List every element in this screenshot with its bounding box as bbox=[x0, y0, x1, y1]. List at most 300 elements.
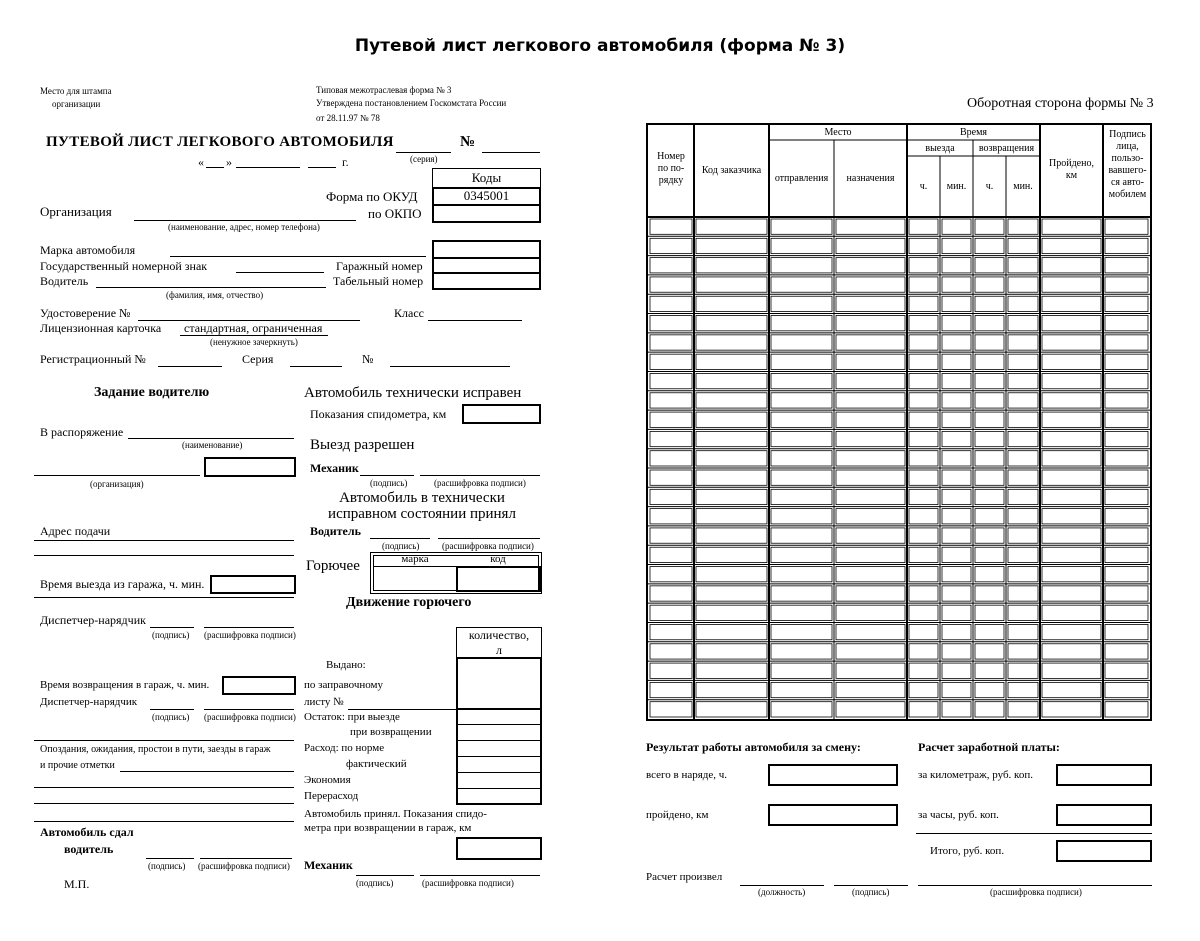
table-cell[interactable] bbox=[771, 586, 832, 601]
calc-position-line[interactable] bbox=[740, 885, 824, 886]
dispatcher-sign-line[interactable] bbox=[150, 627, 194, 628]
table-cell[interactable] bbox=[1008, 431, 1038, 446]
table-cell[interactable] bbox=[975, 219, 1004, 234]
pickup-address-line-2[interactable] bbox=[34, 555, 294, 556]
table-cell[interactable] bbox=[1008, 682, 1038, 697]
exit-time-box[interactable] bbox=[210, 575, 296, 594]
table-cell[interactable] bbox=[1008, 605, 1038, 620]
table-cell[interactable] bbox=[975, 682, 1004, 697]
waybill-number-line[interactable] bbox=[482, 152, 540, 153]
table-cell[interactable] bbox=[909, 219, 938, 234]
table-cell[interactable] bbox=[1008, 277, 1038, 292]
table-cell[interactable] bbox=[650, 277, 692, 292]
table-cell[interactable] bbox=[975, 393, 1004, 408]
table-cell[interactable] bbox=[696, 373, 767, 388]
table-cell[interactable] bbox=[836, 354, 905, 369]
table-cell[interactable] bbox=[1105, 682, 1148, 697]
table-cell[interactable] bbox=[650, 470, 692, 485]
table-cell[interactable] bbox=[696, 682, 767, 697]
table-cell[interactable] bbox=[942, 702, 971, 717]
car-brand-line[interactable] bbox=[170, 256, 426, 257]
table-cell[interactable] bbox=[771, 335, 832, 350]
table-cell[interactable] bbox=[1008, 412, 1038, 427]
table-cell[interactable] bbox=[836, 663, 905, 678]
table-cell[interactable] bbox=[771, 489, 832, 504]
table-cell[interactable] bbox=[650, 702, 692, 717]
table-cell[interactable] bbox=[1105, 238, 1148, 253]
table-cell[interactable] bbox=[942, 335, 971, 350]
registration-line[interactable] bbox=[158, 366, 222, 367]
table-cell[interactable] bbox=[909, 528, 938, 543]
table-cell[interactable] bbox=[836, 624, 905, 639]
table-cell[interactable] bbox=[1008, 509, 1038, 524]
table-cell[interactable] bbox=[942, 412, 971, 427]
table-cell[interactable] bbox=[650, 412, 692, 427]
table-cell[interactable] bbox=[696, 663, 767, 678]
table-cell[interactable] bbox=[1042, 528, 1101, 543]
table-cell[interactable] bbox=[909, 644, 938, 659]
table-cell[interactable] bbox=[696, 547, 767, 562]
table-cell[interactable] bbox=[1105, 470, 1148, 485]
table-cell[interactable] bbox=[909, 509, 938, 524]
table-cell[interactable] bbox=[1105, 373, 1148, 388]
organization-code-box[interactable] bbox=[204, 457, 296, 477]
date-month-line[interactable] bbox=[236, 167, 300, 168]
table-cell[interactable] bbox=[836, 586, 905, 601]
table-cell[interactable] bbox=[1042, 702, 1101, 717]
table-cell[interactable] bbox=[1105, 624, 1148, 639]
table-cell[interactable] bbox=[771, 567, 832, 582]
delays-line-3[interactable] bbox=[34, 803, 294, 804]
table-cell[interactable] bbox=[771, 644, 832, 659]
table-cell[interactable] bbox=[942, 296, 971, 311]
fuel-code-box[interactable] bbox=[456, 566, 541, 592]
delays-line-2[interactable] bbox=[34, 787, 294, 788]
table-cell[interactable] bbox=[909, 605, 938, 620]
table-cell[interactable] bbox=[696, 605, 767, 620]
table-cell[interactable] bbox=[1008, 451, 1038, 466]
table-cell[interactable] bbox=[650, 547, 692, 562]
table-cell[interactable] bbox=[942, 509, 971, 524]
table-cell[interactable] bbox=[975, 277, 1004, 292]
table-cell[interactable] bbox=[696, 586, 767, 601]
table-cell[interactable] bbox=[975, 586, 1004, 601]
table-cell[interactable] bbox=[696, 258, 767, 273]
table-cell[interactable] bbox=[1042, 624, 1101, 639]
table-cell[interactable] bbox=[771, 219, 832, 234]
table-cell[interactable] bbox=[975, 431, 1004, 446]
fuel-sheet-line[interactable] bbox=[348, 709, 456, 710]
table-cell[interactable] bbox=[1042, 335, 1101, 350]
table-cell[interactable] bbox=[1042, 509, 1101, 524]
dispatcher-return-sign-line[interactable] bbox=[150, 709, 194, 710]
table-cell[interactable] bbox=[1008, 219, 1038, 234]
table-cell[interactable] bbox=[1105, 354, 1148, 369]
table-cell[interactable] bbox=[975, 296, 1004, 311]
driver-line[interactable] bbox=[96, 287, 326, 288]
table-cell[interactable] bbox=[771, 238, 832, 253]
table-cell[interactable] bbox=[1042, 644, 1101, 659]
handed-sign-line[interactable] bbox=[146, 858, 194, 859]
table-cell[interactable] bbox=[909, 451, 938, 466]
table-cell[interactable] bbox=[909, 296, 938, 311]
table-cell[interactable] bbox=[1105, 586, 1148, 601]
table-cell[interactable] bbox=[975, 354, 1004, 369]
table-cell[interactable] bbox=[650, 335, 692, 350]
table-cell[interactable] bbox=[909, 431, 938, 446]
table-cell[interactable] bbox=[942, 567, 971, 582]
registration-number-line[interactable] bbox=[390, 366, 510, 367]
mechanic-sign-line[interactable] bbox=[360, 475, 414, 476]
table-cell[interactable] bbox=[650, 663, 692, 678]
table-cell[interactable] bbox=[1105, 316, 1148, 331]
table-cell[interactable] bbox=[771, 431, 832, 446]
table-cell[interactable] bbox=[942, 624, 971, 639]
table-cell[interactable] bbox=[1105, 702, 1148, 717]
table-cell[interactable] bbox=[650, 373, 692, 388]
table-cell[interactable] bbox=[1008, 470, 1038, 485]
table-cell[interactable] bbox=[650, 219, 692, 234]
table-cell[interactable] bbox=[1105, 219, 1148, 234]
table-cell[interactable] bbox=[942, 258, 971, 273]
table-cell[interactable] bbox=[975, 489, 1004, 504]
table-cell[interactable] bbox=[909, 547, 938, 562]
table-cell[interactable] bbox=[650, 316, 692, 331]
table-cell[interactable] bbox=[650, 489, 692, 504]
table-cell[interactable] bbox=[1042, 238, 1101, 253]
return-odometer-box[interactable] bbox=[456, 837, 542, 860]
table-cell[interactable] bbox=[1105, 547, 1148, 562]
table-cell[interactable] bbox=[836, 258, 905, 273]
table-cell[interactable] bbox=[1008, 663, 1038, 678]
disposal-line[interactable] bbox=[128, 438, 294, 439]
table-cell[interactable] bbox=[1105, 489, 1148, 504]
table-cell[interactable] bbox=[1105, 277, 1148, 292]
table-cell[interactable] bbox=[696, 296, 767, 311]
table-cell[interactable] bbox=[696, 219, 767, 234]
table-cell[interactable] bbox=[696, 509, 767, 524]
table-cell[interactable] bbox=[771, 393, 832, 408]
table-cell[interactable] bbox=[1042, 354, 1101, 369]
table-cell[interactable] bbox=[771, 663, 832, 678]
table-cell[interactable] bbox=[909, 393, 938, 408]
table-cell[interactable] bbox=[836, 219, 905, 234]
table-cell[interactable] bbox=[1105, 296, 1148, 311]
table-cell[interactable] bbox=[942, 644, 971, 659]
table-cell[interactable] bbox=[1008, 296, 1038, 311]
total-hours-box[interactable] bbox=[768, 764, 898, 786]
table-cell[interactable] bbox=[909, 470, 938, 485]
table-cell[interactable] bbox=[1042, 586, 1101, 601]
table-cell[interactable] bbox=[942, 238, 971, 253]
table-cell[interactable] bbox=[942, 663, 971, 678]
table-cell[interactable] bbox=[696, 644, 767, 659]
table-cell[interactable] bbox=[1042, 412, 1101, 427]
per-km-box[interactable] bbox=[1056, 764, 1152, 786]
table-cell[interactable] bbox=[836, 451, 905, 466]
table-cell[interactable] bbox=[650, 509, 692, 524]
table-cell[interactable] bbox=[771, 509, 832, 524]
table-cell[interactable] bbox=[942, 451, 971, 466]
table-cell[interactable] bbox=[836, 682, 905, 697]
table-cell[interactable] bbox=[1105, 412, 1148, 427]
per-hours-box[interactable] bbox=[1056, 804, 1152, 826]
table-cell[interactable] bbox=[650, 296, 692, 311]
table-cell[interactable] bbox=[650, 431, 692, 446]
table-cell[interactable] bbox=[942, 277, 971, 292]
table-cell[interactable] bbox=[771, 528, 832, 543]
table-cell[interactable] bbox=[771, 296, 832, 311]
table-cell[interactable] bbox=[650, 238, 692, 253]
table-cell[interactable] bbox=[771, 277, 832, 292]
table-cell[interactable] bbox=[975, 547, 1004, 562]
table-cell[interactable] bbox=[909, 354, 938, 369]
table-cell[interactable] bbox=[942, 431, 971, 446]
table-cell[interactable] bbox=[771, 354, 832, 369]
table-cell[interactable] bbox=[975, 316, 1004, 331]
table-cell[interactable] bbox=[1105, 258, 1148, 273]
table-cell[interactable] bbox=[1008, 373, 1038, 388]
table-cell[interactable] bbox=[975, 238, 1004, 253]
state-plate-line[interactable] bbox=[236, 272, 324, 273]
table-cell[interactable] bbox=[942, 316, 971, 331]
mechanic-return-decode-line[interactable] bbox=[420, 875, 540, 876]
mechanic-return-sign-line[interactable] bbox=[356, 875, 414, 876]
table-cell[interactable] bbox=[1042, 258, 1101, 273]
table-cell[interactable] bbox=[1105, 663, 1148, 678]
table-cell[interactable] bbox=[942, 547, 971, 562]
date-year-line[interactable] bbox=[308, 167, 336, 168]
mechanic-decode-line[interactable] bbox=[420, 475, 540, 476]
date-day-line[interactable] bbox=[206, 167, 224, 168]
table-cell[interactable] bbox=[1105, 509, 1148, 524]
table-cell[interactable] bbox=[696, 624, 767, 639]
table-cell[interactable] bbox=[909, 489, 938, 504]
table-cell[interactable] bbox=[1008, 238, 1038, 253]
table-cell[interactable] bbox=[975, 567, 1004, 582]
table-cell[interactable] bbox=[1042, 373, 1101, 388]
table-cell[interactable] bbox=[1042, 567, 1101, 582]
table-cell[interactable] bbox=[975, 663, 1004, 678]
table-cell[interactable] bbox=[1105, 431, 1148, 446]
table-cell[interactable] bbox=[696, 316, 767, 331]
table-cell[interactable] bbox=[909, 663, 938, 678]
series-line[interactable] bbox=[396, 152, 451, 153]
table-cell[interactable] bbox=[836, 412, 905, 427]
table-cell[interactable] bbox=[909, 586, 938, 601]
table-cell[interactable] bbox=[771, 316, 832, 331]
table-cell[interactable] bbox=[1105, 451, 1148, 466]
table-cell[interactable] bbox=[909, 316, 938, 331]
driver-decode-line[interactable] bbox=[438, 538, 540, 539]
table-cell[interactable] bbox=[909, 238, 938, 253]
table-cell[interactable] bbox=[942, 682, 971, 697]
table-cell[interactable] bbox=[975, 451, 1004, 466]
calc-decode-line[interactable] bbox=[918, 885, 1152, 886]
table-cell[interactable] bbox=[1008, 258, 1038, 273]
table-cell[interactable] bbox=[1042, 682, 1101, 697]
table-cell[interactable] bbox=[909, 682, 938, 697]
table-cell[interactable] bbox=[975, 509, 1004, 524]
dispatcher-return-decode-line[interactable] bbox=[204, 709, 294, 710]
table-cell[interactable] bbox=[1042, 663, 1101, 678]
table-cell[interactable] bbox=[909, 702, 938, 717]
table-cell[interactable] bbox=[836, 605, 905, 620]
organization-name-line[interactable] bbox=[34, 475, 200, 476]
table-cell[interactable] bbox=[1042, 470, 1101, 485]
table-cell[interactable] bbox=[975, 412, 1004, 427]
table-cell[interactable] bbox=[836, 296, 905, 311]
table-cell[interactable] bbox=[696, 489, 767, 504]
table-cell[interactable] bbox=[771, 470, 832, 485]
table-cell[interactable] bbox=[1042, 277, 1101, 292]
table-cell[interactable] bbox=[836, 644, 905, 659]
table-cell[interactable] bbox=[1042, 489, 1101, 504]
table-cell[interactable] bbox=[1008, 624, 1038, 639]
table-cell[interactable] bbox=[696, 412, 767, 427]
table-cell[interactable] bbox=[1008, 567, 1038, 582]
table-cell[interactable] bbox=[696, 354, 767, 369]
table-cell[interactable] bbox=[650, 258, 692, 273]
table-cell[interactable] bbox=[1042, 431, 1101, 446]
table-cell[interactable] bbox=[650, 567, 692, 582]
table-cell[interactable] bbox=[1008, 586, 1038, 601]
table-cell[interactable] bbox=[696, 702, 767, 717]
table-cell[interactable] bbox=[942, 393, 971, 408]
table-cell[interactable] bbox=[696, 528, 767, 543]
calc-sign-line[interactable] bbox=[834, 885, 908, 886]
table-cell[interactable] bbox=[771, 258, 832, 273]
table-cell[interactable] bbox=[836, 238, 905, 253]
table-cell[interactable] bbox=[771, 702, 832, 717]
table-cell[interactable] bbox=[1042, 605, 1101, 620]
table-cell[interactable] bbox=[975, 644, 1004, 659]
table-cell[interactable] bbox=[909, 624, 938, 639]
table-cell[interactable] bbox=[942, 489, 971, 504]
table-cell[interactable] bbox=[771, 451, 832, 466]
table-cell[interactable] bbox=[1008, 393, 1038, 408]
table-cell[interactable] bbox=[836, 528, 905, 543]
table-cell[interactable] bbox=[909, 258, 938, 273]
table-cell[interactable] bbox=[975, 335, 1004, 350]
table-cell[interactable] bbox=[650, 393, 692, 408]
table-cell[interactable] bbox=[771, 624, 832, 639]
table-cell[interactable] bbox=[696, 470, 767, 485]
table-cell[interactable] bbox=[836, 702, 905, 717]
table-cell[interactable] bbox=[650, 586, 692, 601]
table-cell[interactable] bbox=[975, 624, 1004, 639]
table-cell[interactable] bbox=[975, 605, 1004, 620]
table-cell[interactable] bbox=[836, 567, 905, 582]
table-cell[interactable] bbox=[650, 605, 692, 620]
table-cell[interactable] bbox=[650, 528, 692, 543]
table-cell[interactable] bbox=[771, 682, 832, 697]
table-cell[interactable] bbox=[942, 605, 971, 620]
personnel-number-box[interactable] bbox=[432, 272, 541, 290]
table-cell[interactable] bbox=[696, 335, 767, 350]
table-cell[interactable] bbox=[909, 373, 938, 388]
table-cell[interactable] bbox=[696, 431, 767, 446]
table-cell[interactable] bbox=[650, 451, 692, 466]
table-cell[interactable] bbox=[836, 393, 905, 408]
table-cell[interactable] bbox=[696, 238, 767, 253]
return-time-box[interactable] bbox=[222, 676, 296, 695]
table-cell[interactable] bbox=[975, 470, 1004, 485]
table-cell[interactable] bbox=[942, 586, 971, 601]
table-cell[interactable] bbox=[942, 354, 971, 369]
delays-line-1[interactable] bbox=[120, 771, 294, 772]
table-cell[interactable] bbox=[1008, 335, 1038, 350]
table-cell[interactable] bbox=[1008, 354, 1038, 369]
table-cell[interactable] bbox=[836, 509, 905, 524]
odometer-box[interactable] bbox=[462, 404, 541, 424]
organization-line[interactable] bbox=[134, 220, 356, 221]
table-cell[interactable] bbox=[771, 605, 832, 620]
total-box[interactable] bbox=[1056, 840, 1152, 862]
okpo-box[interactable] bbox=[432, 204, 541, 223]
handed-decode-line[interactable] bbox=[200, 858, 292, 859]
table-cell[interactable] bbox=[1042, 296, 1101, 311]
table-cell[interactable] bbox=[1042, 547, 1101, 562]
table-cell[interactable] bbox=[975, 702, 1004, 717]
table-cell[interactable] bbox=[696, 393, 767, 408]
table-cell[interactable] bbox=[771, 373, 832, 388]
table-cell[interactable] bbox=[1042, 451, 1101, 466]
delays-line-4[interactable] bbox=[34, 821, 294, 822]
table-cell[interactable] bbox=[975, 258, 1004, 273]
table-cell[interactable] bbox=[909, 277, 938, 292]
table-cell[interactable] bbox=[1105, 605, 1148, 620]
table-cell[interactable] bbox=[836, 489, 905, 504]
table-cell[interactable] bbox=[1105, 528, 1148, 543]
table-cell[interactable] bbox=[1008, 702, 1038, 717]
table-cell[interactable] bbox=[975, 373, 1004, 388]
table-cell[interactable] bbox=[696, 277, 767, 292]
table-cell[interactable] bbox=[836, 373, 905, 388]
table-cell[interactable] bbox=[1042, 219, 1101, 234]
table-cell[interactable] bbox=[836, 547, 905, 562]
table-cell[interactable] bbox=[650, 624, 692, 639]
table-cell[interactable] bbox=[1008, 489, 1038, 504]
table-cell[interactable] bbox=[650, 644, 692, 659]
pickup-address-line-1[interactable] bbox=[34, 540, 294, 541]
table-cell[interactable] bbox=[942, 219, 971, 234]
table-cell[interactable] bbox=[771, 547, 832, 562]
table-cell[interactable] bbox=[1105, 393, 1148, 408]
table-cell[interactable] bbox=[836, 335, 905, 350]
table-cell[interactable] bbox=[1042, 393, 1101, 408]
table-cell[interactable] bbox=[1105, 644, 1148, 659]
dispatcher-decode-line[interactable] bbox=[204, 627, 294, 628]
passed-km-box[interactable] bbox=[768, 804, 898, 826]
table-cell[interactable] bbox=[942, 470, 971, 485]
table-cell[interactable] bbox=[1105, 335, 1148, 350]
driver-sign-line[interactable] bbox=[370, 538, 430, 539]
table-cell[interactable] bbox=[696, 567, 767, 582]
table-cell[interactable] bbox=[975, 528, 1004, 543]
table-cell[interactable] bbox=[1042, 316, 1101, 331]
table-cell[interactable] bbox=[942, 373, 971, 388]
table-cell[interactable] bbox=[1105, 567, 1148, 582]
table-cell[interactable] bbox=[771, 412, 832, 427]
table-cell[interactable] bbox=[909, 567, 938, 582]
table-cell[interactable] bbox=[696, 451, 767, 466]
table-cell[interactable] bbox=[836, 277, 905, 292]
table-cell[interactable] bbox=[1008, 644, 1038, 659]
table-cell[interactable] bbox=[650, 354, 692, 369]
registration-series-line[interactable] bbox=[290, 366, 342, 367]
table-cell[interactable] bbox=[909, 335, 938, 350]
